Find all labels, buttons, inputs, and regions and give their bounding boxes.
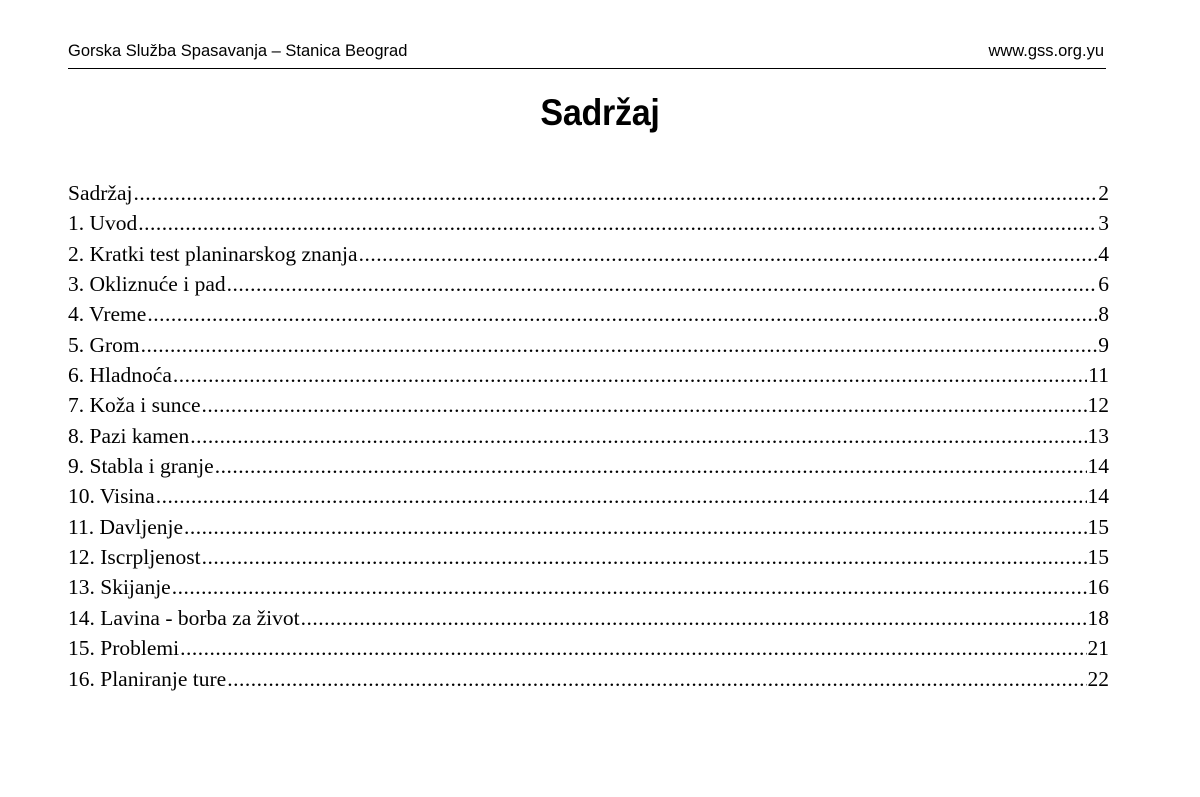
toc-entry-page: 11 [1088, 363, 1109, 388]
toc-entry[interactable] [68, 481, 1109, 511]
toc-entry[interactable] [68, 360, 1109, 390]
toc-leader-dots [202, 390, 1087, 420]
toc-entry[interactable] [68, 451, 1109, 481]
toc-entry[interactable] [68, 664, 1109, 694]
toc-entry-page: 2 [1098, 181, 1109, 205]
toc-leader-dots [227, 664, 1086, 694]
toc-entry-label: 4. Vreme [68, 302, 147, 327]
toc-entry[interactable] [68, 633, 1109, 663]
toc-leader-dots [156, 481, 1087, 511]
toc-entry[interactable] [68, 512, 1109, 542]
toc-entry-label: 14. Lavina - borba za život [68, 605, 300, 630]
toc-entry-label: 3. Okliznuće i pad [68, 272, 226, 297]
toc-entry-page: 6 [1098, 272, 1109, 297]
toc-leader-dots [184, 512, 1086, 542]
toc-leader-dots [172, 572, 1087, 602]
toc-entry-page: 15 [1087, 545, 1109, 570]
toc-entry-page: 12 [1087, 393, 1109, 418]
toc-entry-label: 11. Davljenje [68, 514, 184, 539]
toc-entry-page: 8 [1098, 302, 1109, 327]
toc-entry[interactable] [68, 239, 1109, 269]
header-website: www.gss.org.yu [988, 42, 1104, 60]
toc-leader-dots [190, 421, 1086, 451]
table-of-contents [68, 178, 1109, 694]
toc-leader-dots [133, 178, 1097, 208]
toc-entry-label: 2. Kratki test planinarskog znanja [68, 241, 358, 266]
toc-entry-label: 15. Problemi [68, 636, 180, 661]
toc-entry[interactable] [68, 208, 1109, 238]
toc-leader-dots [138, 208, 1097, 238]
toc-entry[interactable] [68, 542, 1109, 572]
toc-leader-dots [301, 603, 1087, 633]
toc-leader-dots [227, 269, 1098, 299]
toc-leader-dots [215, 451, 1087, 481]
toc-entry-page: 13 [1087, 423, 1109, 448]
toc-entry-page: 18 [1087, 605, 1109, 630]
toc-entry[interactable] [68, 572, 1109, 602]
toc-entry-page: 22 [1087, 666, 1109, 691]
toc-entry[interactable] [68, 269, 1109, 299]
toc-entry-label: 6. Hladnoća [68, 363, 172, 388]
toc-leader-dots [359, 239, 1098, 269]
toc-entry[interactable] [68, 299, 1109, 329]
toc-leader-dots [180, 633, 1086, 663]
toc-entry-label: 10. Visina [68, 484, 155, 509]
toc-entry-label: 1. Uvod [68, 211, 138, 236]
page-title: Sadržaj [540, 92, 660, 133]
toc-entry-page: 16 [1087, 575, 1109, 600]
toc-entry-page: 14 [1087, 454, 1109, 479]
toc-entry-page: 14 [1087, 484, 1109, 509]
toc-leader-dots [173, 360, 1087, 390]
toc-leader-dots [202, 542, 1087, 572]
toc-entry[interactable] [68, 603, 1109, 633]
toc-entry[interactable] [68, 178, 1109, 208]
toc-entry[interactable] [68, 421, 1109, 451]
toc-entry-label: Sadržaj [68, 181, 133, 205]
toc-entry-label: 16. Planiranje ture [68, 666, 227, 691]
header-organization: Gorska Služba Spasavanja – Stanica Beograd [68, 42, 408, 60]
toc-entry[interactable] [68, 390, 1109, 420]
toc-entry-page: 9 [1098, 332, 1109, 357]
page-header [68, 40, 1106, 69]
toc-entry-page: 21 [1087, 636, 1109, 661]
toc-entry-label: 12. Iscrpljenost [68, 545, 201, 570]
toc-entry[interactable] [68, 330, 1109, 360]
toc-entry-label: 8. Pazi kamen [68, 423, 190, 448]
toc-entry-label: 7. Koža i sunce [68, 393, 201, 418]
toc-entry-page: 4 [1098, 241, 1109, 266]
toc-entry-label: 9. Stabla i granje [68, 454, 214, 479]
toc-entry-page: 3 [1098, 211, 1109, 236]
toc-leader-dots [141, 330, 1098, 360]
toc-entry-label: 5. Grom [68, 332, 140, 357]
toc-entry-page: 15 [1087, 514, 1109, 539]
toc-leader-dots [147, 299, 1097, 329]
toc-entry-label: 13. Skijanje [68, 575, 171, 600]
